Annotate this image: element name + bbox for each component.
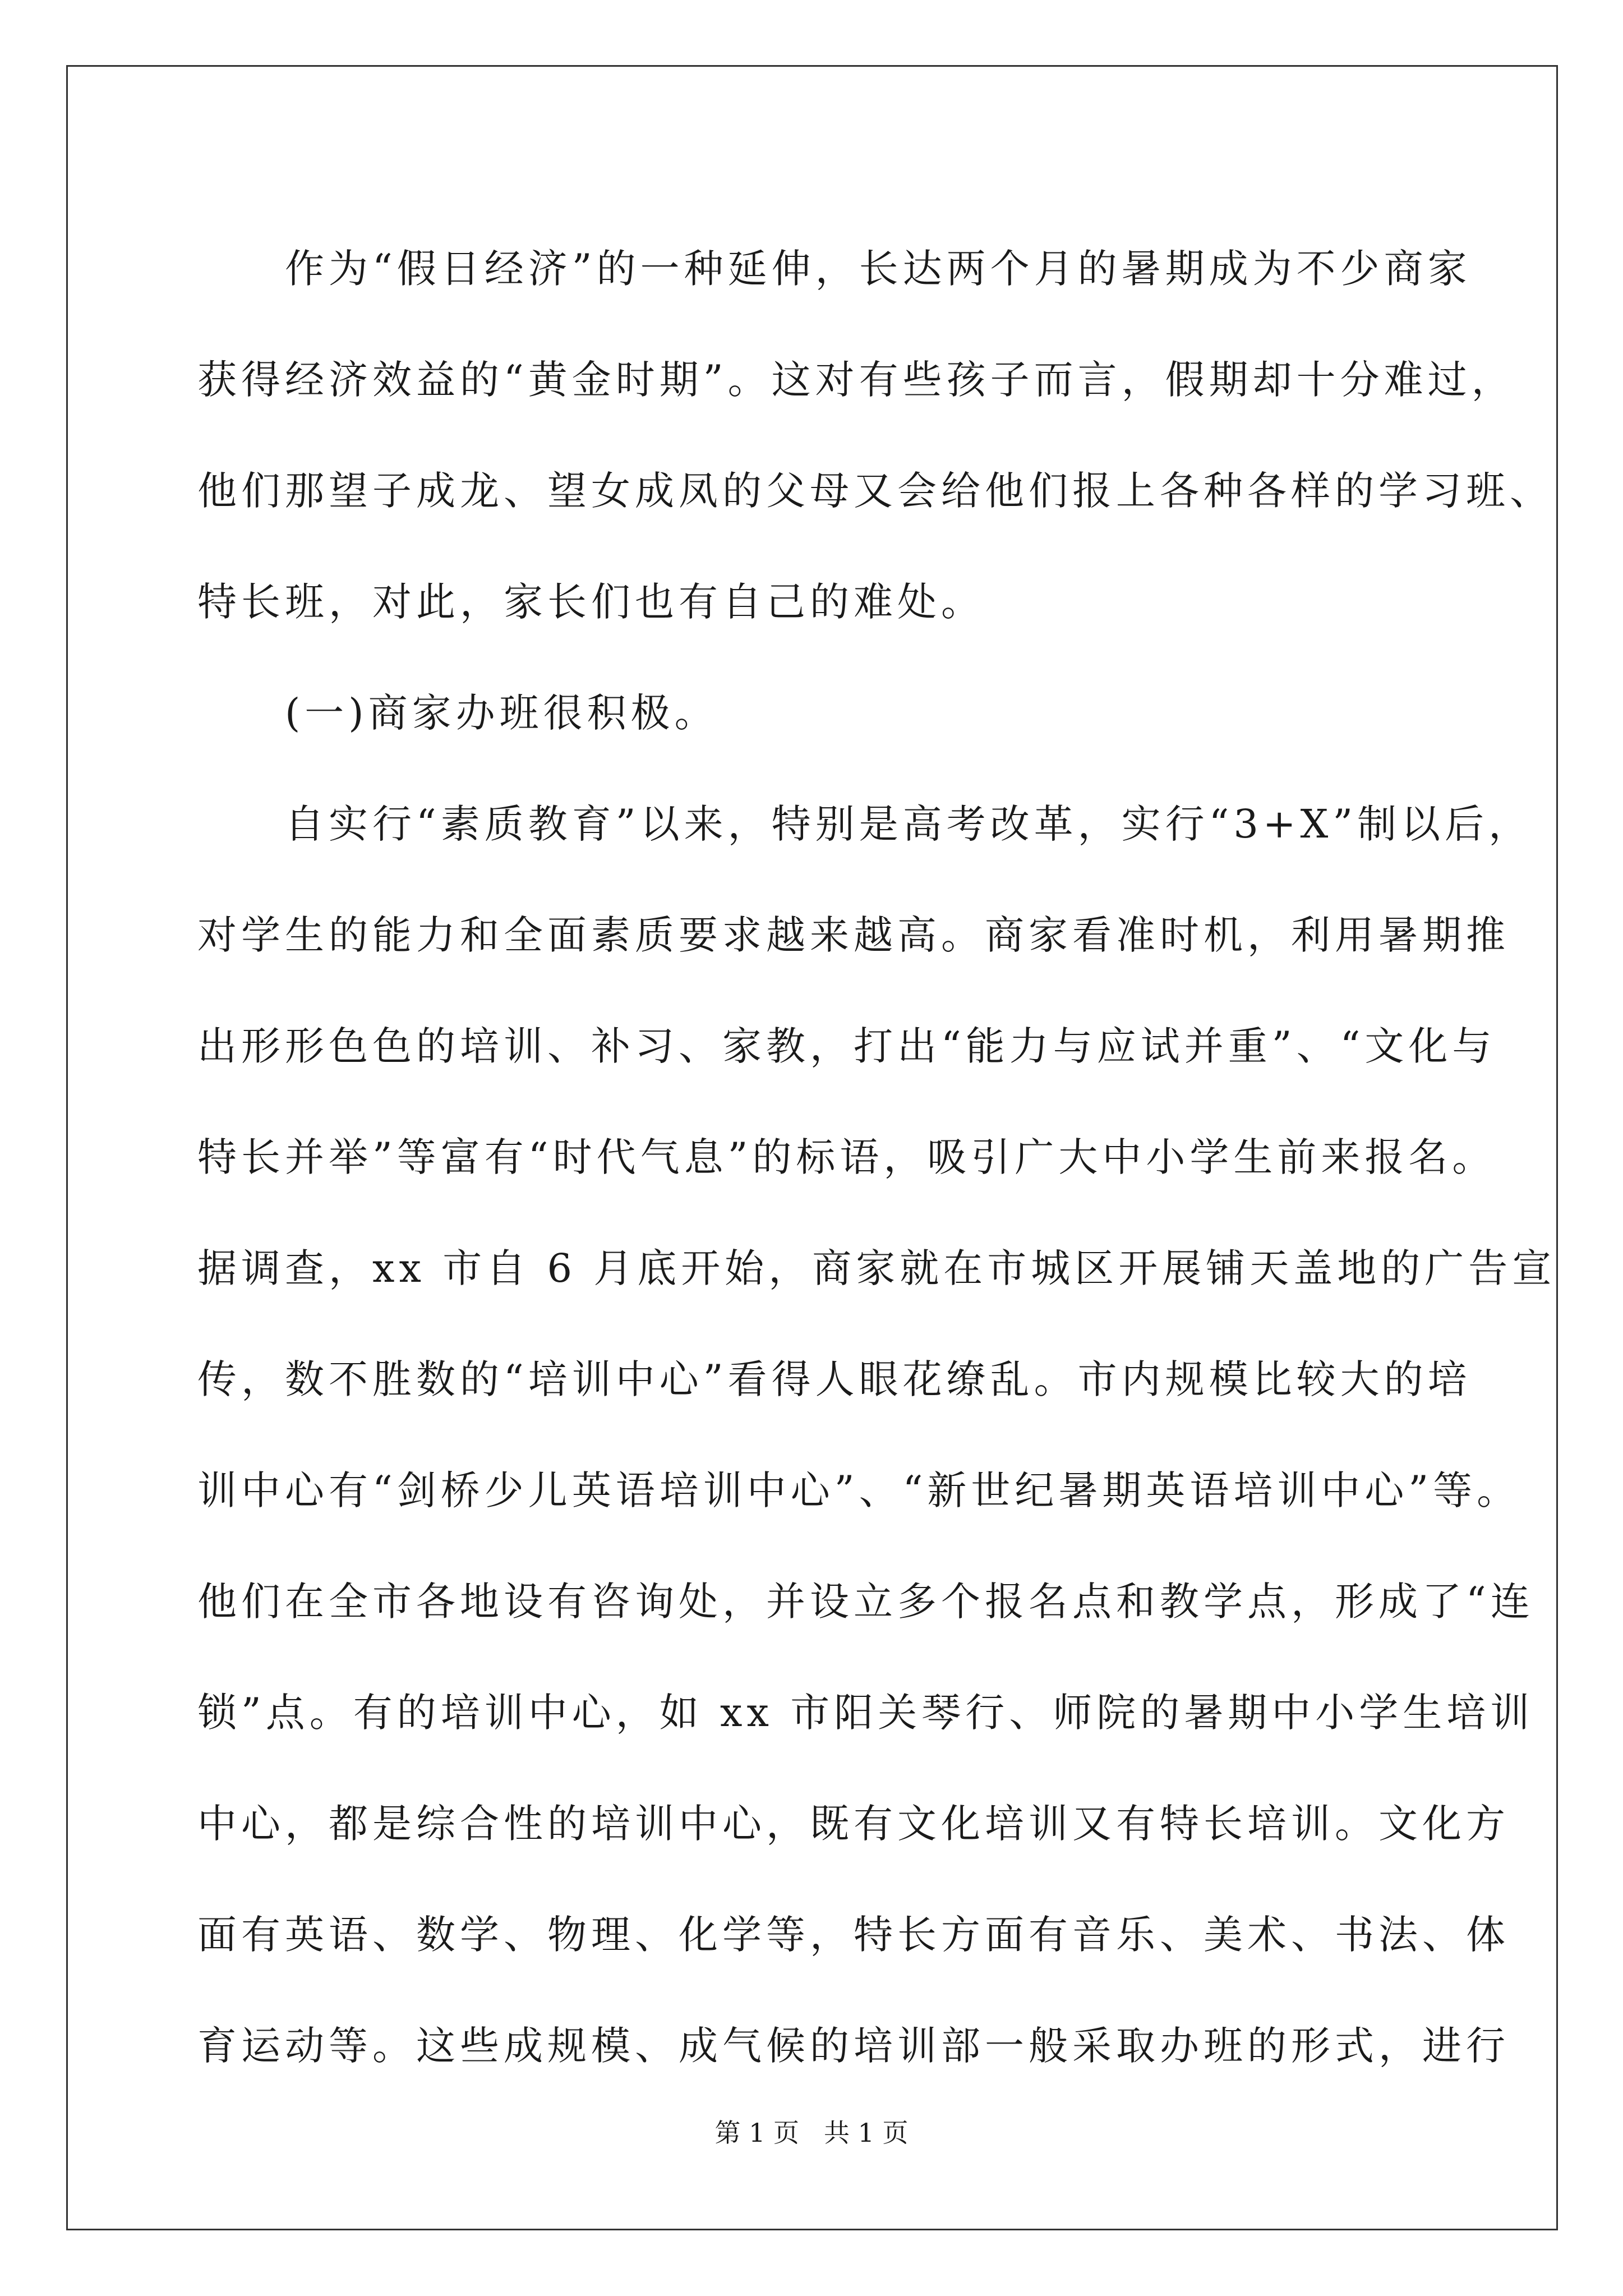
text-line: 中心，都是综合性的培训中心，既有文化培训又有特长培训。文化方 — [197, 1801, 1510, 1847]
text-line: 对学生的能力和全面素质要求越来越高。商家看准时机，利用暑期推 — [197, 912, 1510, 958]
page-number-total: 共 1 页 — [824, 2118, 909, 2148]
text-line: 据调查，xx 市自 6 月底开始，商家就在市城区开展铺天盖地的广告宣 — [197, 1245, 1556, 1291]
text-line: 作为“假日经济”的一种延伸，长达两个月的暑期成为不少商家 — [197, 246, 1472, 292]
text-line: 面有英语、数学、物理、化学等，特长方面有音乐、美术、书法、体 — [197, 1912, 1510, 1958]
text-line: 特长班，对此，家长们也有自己的难处。 — [197, 579, 985, 625]
text-line: 出形形色色的培训、补习、家教，打出“能力与应试并重”、“文化与 — [197, 1023, 1496, 1069]
text-line: 特长并举”等富有“时代气息”的标语，吸引广大中小学生前来报名。 — [197, 1134, 1496, 1180]
page-number-current: 第 1 页 — [714, 2118, 799, 2148]
text-line: 传，数不胜数的“培训中心”看得人眼花缭乱。市内规模比较大的培 — [197, 1356, 1472, 1402]
text-line: 锁”点。有的培训中心，如 xx 市阳关琴行、师院的暑期中小学生培训 — [197, 1690, 1534, 1736]
text-line: 他们在全市各地设有咨询处，并设立多个报名点和教学点，形成了“连 — [197, 1579, 1534, 1625]
page-footer — [0, 2116, 1623, 2150]
text-line: 自实行“素质教育”以来，特别是高考改革，实行“3+X”制以后， — [197, 801, 1533, 847]
document-body — [197, 213, 1556, 2101]
text-line: 他们那望子成龙、望女成凤的父母又会给他们报上各种各样的学习班、 — [197, 468, 1553, 514]
section-heading: (一)商家办班很积极。 — [197, 690, 718, 736]
text-line: 获得经济效益的“黄金时期”。这对有些孩子而言，假期却十分难过， — [197, 357, 1515, 403]
text-line: 训中心有“剑桥少儿英语培训中心”、“新世纪暑期英语培训中心”等。 — [197, 1467, 1521, 1513]
text-line: 育运动等。这些成规模、成气候的培训部一般采取办班的形式，进行 — [197, 2023, 1510, 2069]
